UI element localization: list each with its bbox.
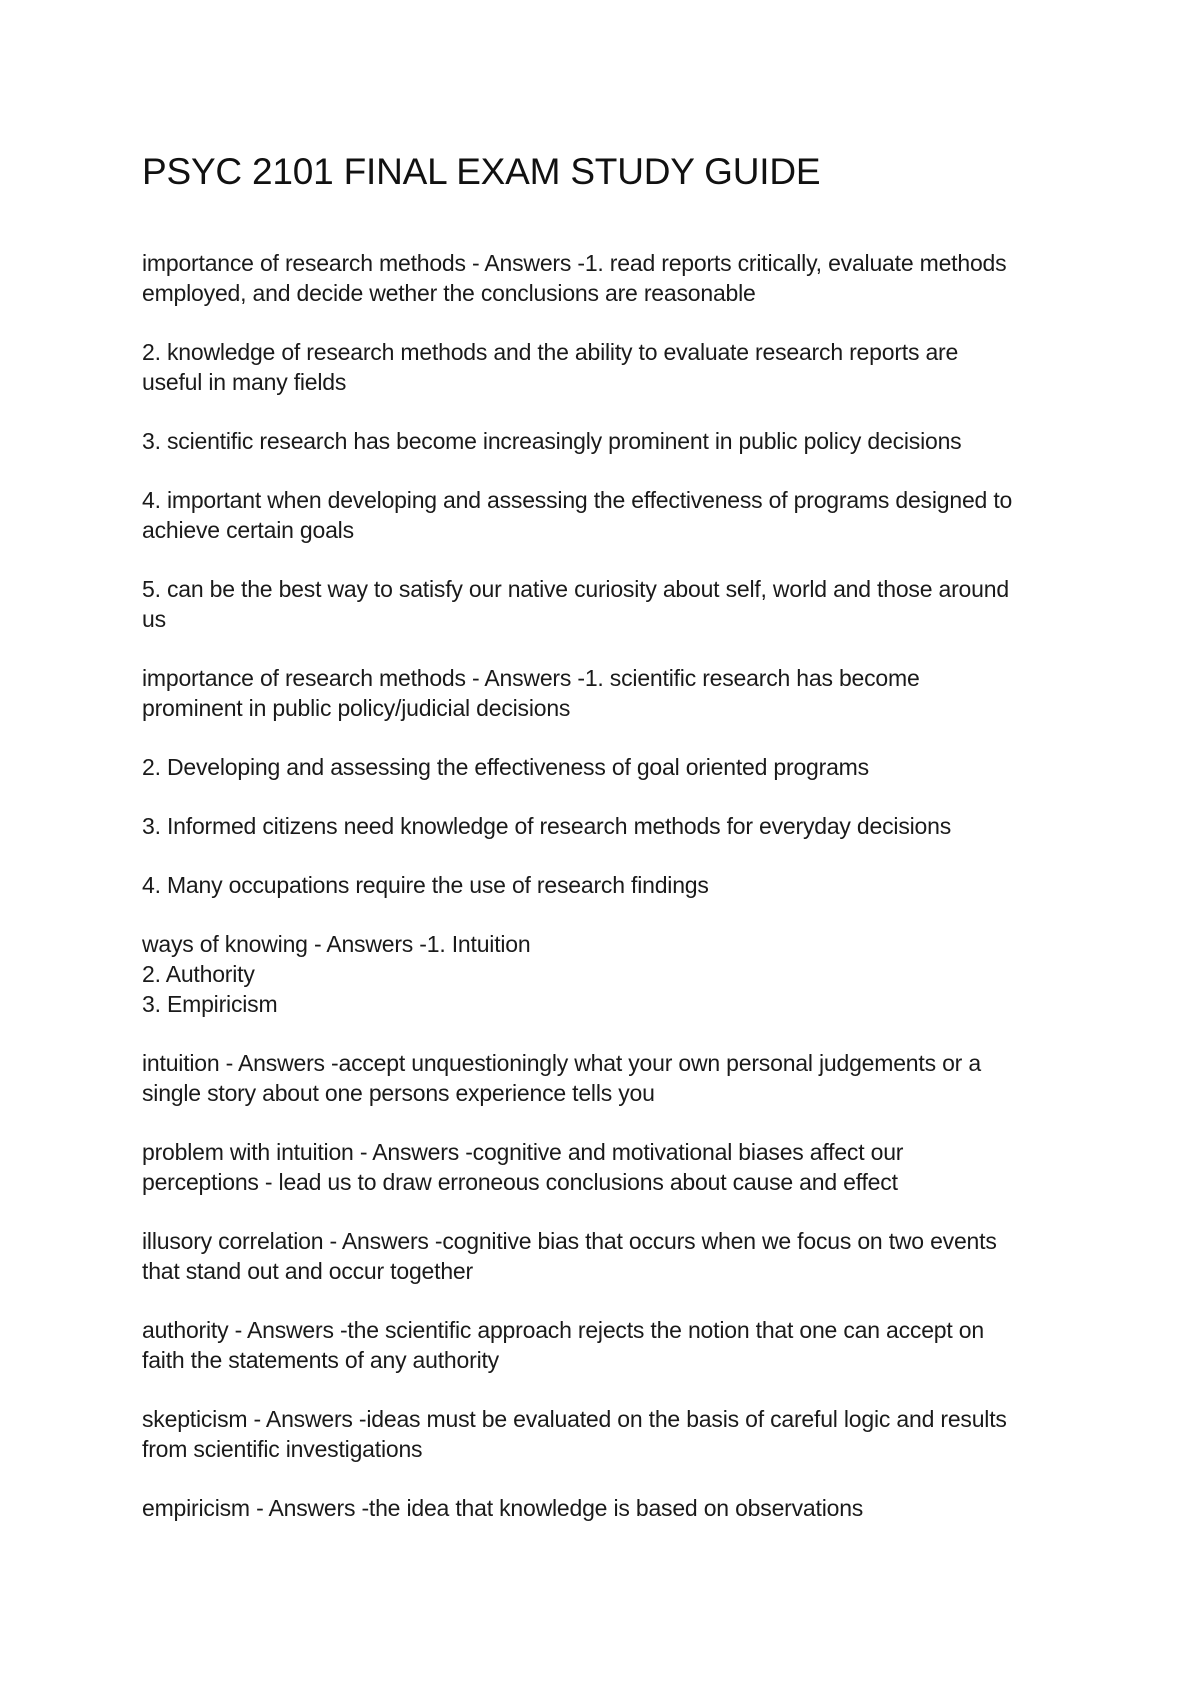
paragraph-problem-with-intuition: problem with intuition - Answers -cognitive and motivational biases affect our perceptions - lead us to draw erroneous conclusions about cause and effect (142, 1139, 904, 1196)
paragraph-item-4b: 4. Many occupations require the use of research findings (142, 872, 709, 899)
paragraph-ways-of-knowing: ways of knowing - Answers -1. Intuition 2. Authority 3. Empiricism (142, 931, 531, 1018)
paragraph-skepticism: skepticism - Answers -ideas must be evaluated on the basis of careful logic and results from scientific investigations (142, 1406, 1007, 1463)
document-page (142, 150, 1072, 1552)
paragraph-importance-2: importance of research methods - Answers -1. scientific research has become prominent in public policy/judicial decisions (142, 665, 920, 722)
page-title: PSYC 2101 FINAL EXAM STUDY GUIDE (142, 151, 821, 192)
paragraph-item-3b: 3. Informed citizens need knowledge of research methods for everyday decisions (142, 813, 952, 840)
paragraph-item-4: 4. important when developing and assessing the effectiveness of programs designed to achieve certain goals (142, 487, 1013, 544)
paragraph-item-2: 2. knowledge of research methods and the ability to evaluate research reports are useful in many fields (142, 339, 959, 396)
paragraph-importance-1: importance of research methods - Answers -1. read reports critically, evaluate methods employed, and decide wether the conclusions are reasonable (142, 250, 1007, 307)
paragraph-item-5: 5. can be the best way to satisfy our native curiosity about self, world and those around us (142, 576, 1009, 633)
paragraph-item-2b: 2. Developing and assessing the effectiveness of goal oriented programs (142, 754, 869, 781)
paragraph-authority: authority - Answers -the scientific approach rejects the notion that one can accept on faith the statements of any authority (142, 1317, 984, 1374)
paragraph-item-3: 3. scientific research has become increasingly prominent in public policy decisions (142, 428, 962, 455)
paragraph-intuition: intuition - Answers -accept unquestioningly what your own personal judgements or a single story about one persons experience tells you (142, 1050, 981, 1107)
paragraph-empiricism: empiricism - Answers -the idea that knowledge is based on observations (142, 1495, 864, 1522)
paragraph-illusory-correlation: illusory correlation - Answers -cognitive bias that occurs when we focus on two events that stand out and occur together (142, 1228, 997, 1285)
